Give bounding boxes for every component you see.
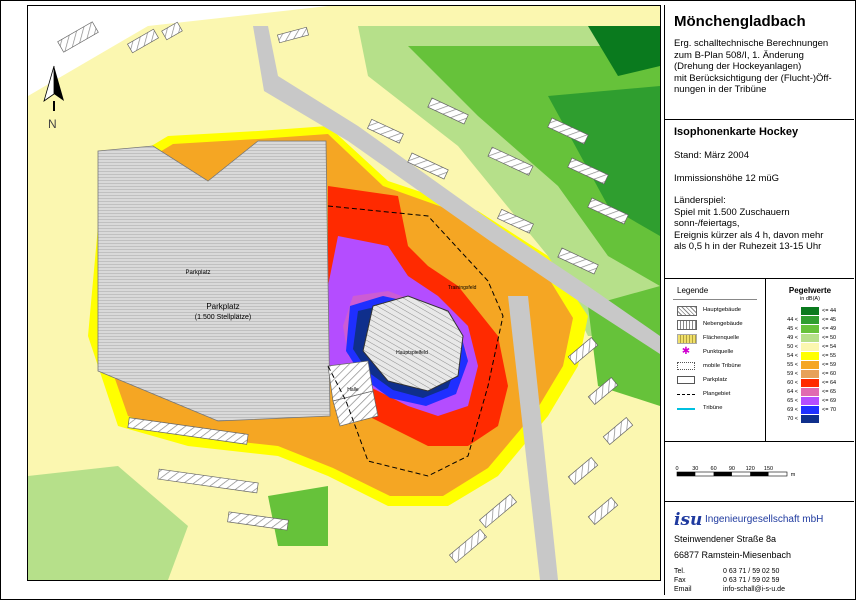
- map-heading: Isophonenkarte Hockey: [674, 126, 799, 138]
- level-swatch: [801, 370, 819, 378]
- level-swatch: [801, 343, 819, 351]
- level-swatch: [801, 352, 819, 360]
- label-parkplatz-capacity: (1.500 Stellplätze): [194, 314, 252, 321]
- level-row-lower: 54 <: [787, 353, 798, 359]
- level-row-lower: 44 <: [787, 317, 798, 323]
- legend-title: Legende: [677, 286, 709, 295]
- parking-icon: [677, 376, 695, 384]
- label-parkplatz-big: Parkplatz: [206, 302, 240, 311]
- mobile-tribune-icon: [677, 362, 695, 370]
- fax-value: 0 63 71 / 59 02 59: [723, 577, 780, 584]
- date-label: Stand: März 2004: [674, 150, 749, 161]
- level-row-lower: 60 <: [787, 380, 798, 386]
- company-logo: isu: [674, 510, 703, 530]
- level-row-upper: <= 70: [822, 407, 837, 413]
- level-row-lower: 49 <: [787, 335, 798, 341]
- company-section: [665, 502, 854, 595]
- scenario-line-4: Ereignis kürzer als 4 h, davon mehr: [674, 229, 824, 241]
- level-row-upper: <= 45: [822, 317, 837, 323]
- levels-title: Pegelwerte: [788, 286, 832, 295]
- level-row-upper: <= 50: [822, 335, 837, 341]
- level-row-lower: 69 <: [787, 407, 798, 413]
- level-row-upper: <= 60: [822, 371, 837, 377]
- level-swatch: [801, 388, 819, 396]
- level-row-upper: <= 64: [822, 380, 837, 386]
- description-line-2: zum B-Plan 508/I, 1. Änderung: [674, 49, 804, 61]
- scale-tick-label: 90: [728, 466, 735, 472]
- north-label: N: [48, 117, 57, 131]
- company-city: 66877 Ramstein-Miesenbach: [674, 550, 792, 560]
- level-row-upper: <= 49: [822, 326, 837, 332]
- scale-tick-label: 120: [745, 466, 755, 472]
- label-parkplatz-small: Parkplatz: [185, 270, 211, 276]
- level-swatch: [801, 397, 819, 405]
- scale-tick-label: 0: [675, 466, 679, 472]
- level-row-lower: 65 <: [787, 398, 798, 404]
- tribune-line-icon: [677, 408, 695, 410]
- description-line-4: mit Berücksichtigung der (Flucht-)Öff-: [674, 72, 832, 84]
- level-row-lower: 45 <: [787, 326, 798, 332]
- level-row-upper: <= 55: [822, 353, 837, 359]
- description-line-3: (Drehung der Hockeyanlagen): [674, 61, 802, 72]
- scale-tick-label: 60: [710, 466, 717, 472]
- legend-section: [665, 279, 854, 442]
- level-row-upper: <= 59: [822, 362, 837, 368]
- level-row-upper: <= 65: [822, 389, 837, 395]
- green-zone-bottom: [268, 486, 328, 546]
- label-halle: Halle: [347, 387, 359, 393]
- level-rows: [766, 307, 854, 427]
- description-line-1: Erg. schalltechnische Berechnungen: [674, 38, 829, 49]
- tel-value: 0 63 71 / 59 02 50: [723, 568, 780, 575]
- level-row-lower: 59 <: [787, 371, 798, 377]
- hatch-diagonal-icon: [677, 306, 697, 316]
- email-value[interactable]: info-schall@i-s-u.de: [723, 586, 785, 593]
- level-swatch: [801, 307, 819, 315]
- description-line-5: nungen in der Tribüne: [674, 84, 767, 95]
- scenario-section: [665, 120, 854, 279]
- hatch-vertical-icon: [677, 320, 697, 330]
- level-swatch: [801, 415, 819, 423]
- level-row-upper: <= 69: [822, 398, 837, 404]
- level-scale: [766, 279, 854, 441]
- noise-map[interactable]: [27, 5, 661, 581]
- level-swatch: [801, 325, 819, 333]
- point-source-icon: ✱: [681, 346, 691, 357]
- level-swatch: [801, 406, 819, 414]
- level-row-upper: <= 44: [822, 308, 837, 314]
- level-row-lower: 70 <: [787, 416, 798, 422]
- level-row-lower: 64 <: [787, 389, 798, 395]
- level-swatch: [801, 361, 819, 369]
- scale-unit: m: [790, 472, 796, 478]
- legend-symbols: Legende Hauptgebäude Nebengebäude Flächenquelle ✱ Punktquelle mobile Tribüne Parkplatz Plangebiet Tribüne: [665, 279, 766, 441]
- area-source-icon: [677, 334, 697, 344]
- fax-label: Fax: [674, 577, 686, 584]
- tel-label: Tel.: [674, 568, 685, 575]
- scale-tick-label: 150: [763, 466, 774, 472]
- level-swatch: [801, 379, 819, 387]
- label-trainingsfeld: Trainingsfeld: [448, 285, 477, 291]
- level-swatch: [801, 334, 819, 342]
- plan-area-line-icon: [677, 394, 695, 395]
- level-swatch: [801, 316, 819, 324]
- company-name: Ingenieurgesellschaft mbH: [705, 514, 824, 525]
- label-hauptspielfeld: Hauptspielfeld: [396, 350, 428, 356]
- city-title: Mönchengladbach: [674, 13, 806, 30]
- scenario-line-2: Spiel mit 1.500 Zuschauern: [674, 206, 790, 218]
- scenario-line-5: als 0,5 h in der Ruhezeit 13-15 Uhr: [674, 241, 822, 252]
- car-park: [98, 141, 330, 421]
- level-row-lower: 50 <: [787, 344, 798, 350]
- level-row-lower: 55 <: [787, 362, 798, 368]
- company-street: Steinwendener Straße 8a: [674, 534, 777, 544]
- scale-tick-label: 30: [692, 466, 699, 472]
- scale-section: [665, 442, 854, 502]
- height-label: Immissionshöhe 12 müG: [674, 172, 780, 184]
- title-section: [665, 5, 854, 120]
- info-panel: [664, 5, 854, 595]
- noise-map-svg: [28, 6, 660, 580]
- levels-unit: in dB(A): [800, 296, 820, 302]
- scenario-line-1: Länderspiel:: [674, 195, 726, 206]
- level-row-upper: <= 54: [822, 344, 837, 350]
- email-label: Email: [674, 586, 692, 593]
- scenario-line-3: sonn-/feiertags,: [674, 218, 740, 229]
- scale-bar: [665, 442, 854, 501]
